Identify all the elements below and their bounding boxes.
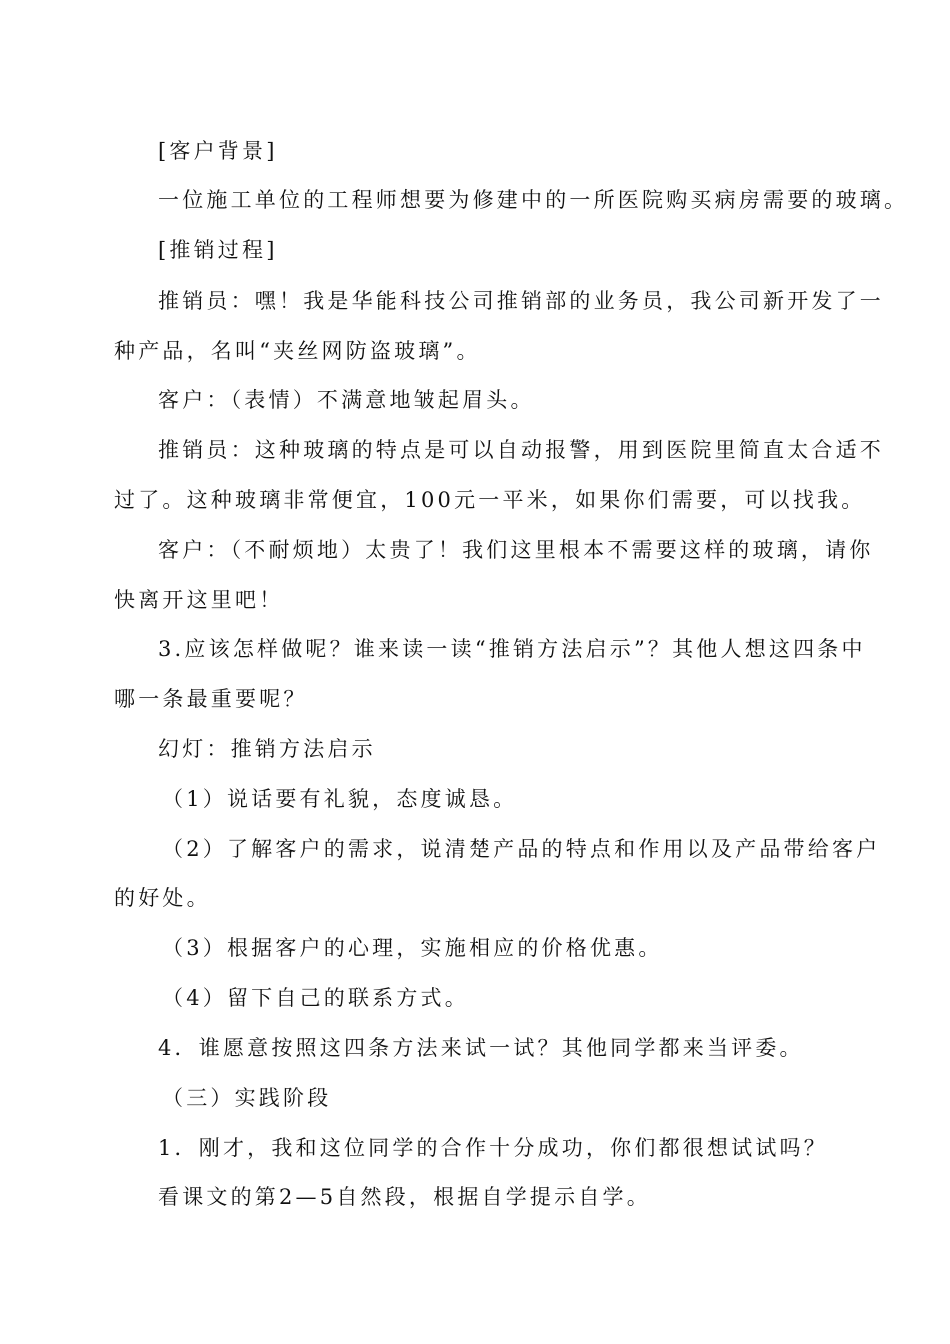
paragraph-text: 1．刚才，我和这位同学的合作十分成功，你们都很想试试吗？ bbox=[158, 1136, 828, 1160]
list-item: （4）留下自己的联系方式。 bbox=[162, 986, 469, 1010]
paragraph-text: 3.应该怎样做呢？谁来读一读“推销方法启示”？其他人想这四条中 bbox=[158, 637, 866, 661]
paragraph-text: 种产品，名叫“夹丝网防盗玻璃”。 bbox=[114, 339, 481, 363]
paragraph-text: 幻灯：推销方法启示 bbox=[158, 737, 376, 761]
list-item: （1）说话要有礼貌，态度诚恳。 bbox=[162, 787, 518, 811]
paragraph-text: 过了。这种玻璃非常便宜，100元一平米，如果你们需要，可以找我。 bbox=[114, 488, 866, 512]
paragraph-text: 4．谁愿意按照这四条方法来试一试？其他同学都来当评委。 bbox=[158, 1036, 804, 1060]
paragraph-text: 客户：（表情）不满意地皱起眉头。 bbox=[158, 388, 535, 412]
paragraph-text: 推销员：嘿！我是华能科技公司推销部的业务员，我公司新开发了一 bbox=[158, 289, 884, 313]
paragraph-text: 客户：（不耐烦地）太贵了！我们这里根本不需要这样的玻璃，请你 bbox=[158, 538, 874, 562]
paragraph-text: 一位施工单位的工程师想要为修建中的一所医院购买病房需要的玻璃。 bbox=[158, 188, 909, 212]
list-item: （3）根据客户的心理，实施相应的价格优惠。 bbox=[162, 936, 663, 960]
section-heading-practice-stage: （三）实践阶段 bbox=[162, 1086, 332, 1110]
paragraph-text: 的好处。 bbox=[114, 886, 211, 910]
paragraph-text: 推销员：这种玻璃的特点是可以自动报警，用到医院里简直太合适不 bbox=[158, 438, 884, 462]
paragraph-text: 快离开这里吧！ bbox=[114, 588, 284, 612]
paragraph-text: 哪一条最重要呢？ bbox=[114, 687, 308, 711]
list-item: （2）了解客户的需求，说清楚产品的特点和作用以及产品带给客户 bbox=[162, 837, 881, 861]
section-heading-customer-background: [客户背景] bbox=[158, 139, 278, 163]
paragraph-text: 看课文的第2—5自然段，根据自学提示自学。 bbox=[158, 1185, 651, 1209]
section-heading-sales-process: [推销过程] bbox=[158, 238, 278, 262]
